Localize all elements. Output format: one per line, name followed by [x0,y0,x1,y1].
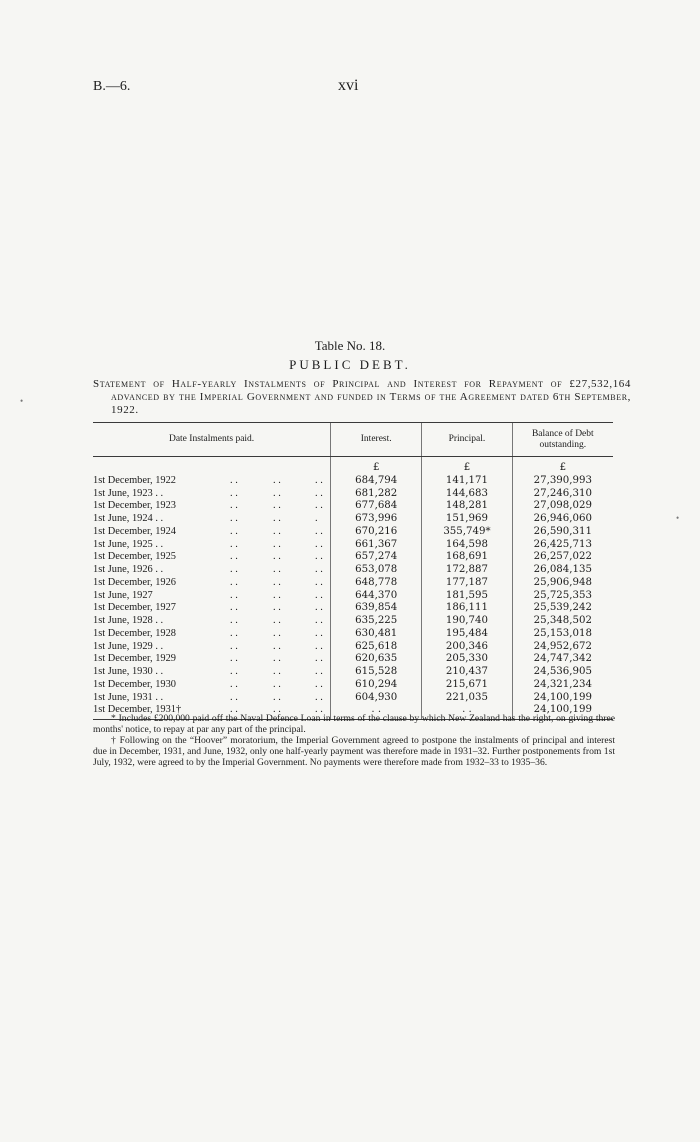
leader-dots: . [315,513,318,524]
leader-dots: . . [315,666,323,677]
leader-dots: . . [230,487,238,499]
leader-dots: . . [315,551,323,563]
row-interest: 639,854 [331,602,422,615]
footnote-naval-loan: * Includes £200,000 paid off the Naval Defence Loan in terms of the clause by which New Zealand has the right, on giving three months' notice, to repay at par any part of the principal. [93,713,615,735]
row-interest: 630,481 [331,628,422,641]
table-row [93,500,613,513]
table-row [93,488,613,501]
leader-dots: . . [273,525,281,537]
table-row [93,692,613,705]
debt-repayment-table [93,422,613,720]
table-row [93,551,613,564]
row-principal: 164,598 [422,539,512,552]
row-balance: 24,536,905 [512,666,613,679]
row-principal: 181,595 [422,590,512,603]
table-header-row [93,423,613,457]
section-title: PUBLIC DEBT. [289,357,411,372]
header-interest: Interest. [331,423,422,457]
row-principal: 190,740 [422,615,512,628]
table-number: Table No. 18. [314,338,386,353]
leader-dots: . . [315,525,323,537]
row-principal: 205,330 [422,653,512,666]
row-interest: 670,216 [331,526,422,539]
row-interest: . . [331,704,422,719]
row-date: 1st June, 1924 . . [93,513,164,524]
row-balance: 27,246,310 [512,488,613,501]
table-row [93,679,613,692]
row-balance: 24,321,234 [512,679,613,692]
row-principal: 186,111 [422,602,512,615]
footnote-moratorium: † Following on the “Hoover” moratorium, the Imperial Government agreed to postpone the instalments of principal and interest due in December, 1931, and June, 1932, only one half-yearly payment was therefore made in 1931–32. Further postponements from 1st July, 1932, were agreed to by the Imperial Government. No payments were therefore made from 1932–33 to 1935–36. [93,735,615,768]
row-balance: 27,390,993 [512,475,613,488]
row-principal: 195,484 [422,628,512,641]
row-interest: 615,528 [331,666,422,679]
unit-balance: £ [512,457,613,475]
table-caption: Statement of Half-yearly Instalments of Principal and Interest for Repayment of £27,532,164 advanced by the Imperial Government and funded in Terms of the Agreement dated 6th September, 1922. [93,378,631,416]
row-date: 1st December, 1922 [93,474,176,486]
leader-dots: . . [230,474,238,486]
row-principal: 210,437 [422,666,512,679]
leader-dots: . . [315,538,323,550]
table-row [93,539,613,552]
leader-dots: . . [315,653,323,665]
row-principal: 200,346 [422,641,512,654]
row-date: 1st December, 1926 [93,576,176,588]
leader-dots: . . [315,500,323,512]
leader-dots: . . [230,500,238,512]
leader-dots: . . [273,513,281,524]
row-principal: 221,035 [422,692,512,705]
leader-dots: . . [315,474,323,486]
row-interest: 661,367 [331,539,422,552]
leader-dots: . . [273,500,281,512]
header-principal: Principal. [422,423,512,457]
row-balance: 26,946,060 [512,513,613,526]
row-principal: 355,749* [422,526,512,539]
leader-dots: . . [273,627,281,639]
leader-dots: . . [273,640,281,652]
page-reference: B.—6. [93,79,131,94]
row-balance: 24,747,342 [512,653,613,666]
leader-dots: . . [273,589,281,601]
margin-mark-left: • [20,396,24,406]
row-date: 1st June, 1928 . . [93,615,164,626]
table-row [93,513,613,526]
table-row [93,475,613,488]
row-balance: 25,348,502 [512,615,613,628]
leader-dots: . . [230,525,238,537]
row-date: 1st December, 1923 [93,500,176,512]
row-interest: 610,294 [331,679,422,692]
row-principal: 148,281 [422,500,512,513]
table-row [93,564,613,577]
leader-dots: . . [273,691,281,703]
leader-dots: . . [273,474,281,486]
leader-dots: . . [230,576,238,588]
footnotes [93,713,615,768]
leader-dots: . . [230,627,238,639]
row-date: 1st June, 1927 [93,589,153,601]
leader-dots: . . [315,678,323,690]
page-number: xvi [338,77,359,94]
leader-dots: . . [315,576,323,588]
row-principal: 215,671 [422,679,512,692]
row-balance: 26,425,713 [512,539,613,552]
leader-dots: . . [230,678,238,690]
units-row [93,457,613,475]
table-row [93,628,613,641]
row-interest: 648,778 [331,577,422,590]
row-principal: 168,691 [422,551,512,564]
row-date: 1st June, 1923 . . [93,487,164,499]
row-balance: 25,906,948 [512,577,613,590]
row-date: 1st December, 1931† [93,704,182,716]
leader-dots: . . [273,551,281,563]
row-interest: 620,635 [331,653,422,666]
leader-dots: . . [315,602,323,614]
leader-dots: . . [273,602,281,614]
unit-interest: £ [331,457,422,475]
row-date: 1st June, 1925 . . [93,538,164,550]
leader-dots: . . [230,564,238,575]
row-principal: 141,171 [422,475,512,488]
row-date: 1st December, 1927 [93,602,176,614]
row-interest: 653,078 [331,564,422,577]
header-date: Date Instalments paid. [93,423,331,457]
leader-dots: . . [315,589,323,601]
leader-dots: . . [315,640,323,652]
leader-dots: . . [230,640,238,652]
row-interest: 625,618 [331,641,422,654]
row-balance: 25,725,353 [512,590,613,603]
leader-dots: . . [273,704,281,716]
row-balance: 24,952,672 [512,641,613,654]
table-row [93,615,613,628]
leader-dots: . . [230,538,238,550]
row-date: 1st December, 1930 [93,678,176,690]
row-principal: . . [422,704,512,719]
row-date: 1st June, 1930 . . [93,666,164,677]
table-row [93,526,613,539]
row-date: 1st December, 1928 [93,627,176,639]
row-balance: 26,084,135 [512,564,613,577]
row-principal: 177,187 [422,577,512,590]
leader-dots: . . [230,666,238,677]
leader-dots: . . [273,678,281,690]
leader-dots: . . [315,704,323,716]
row-balance: 24,100,199 [512,704,613,719]
leader-dots: . . [230,615,238,626]
leader-dots: . . [273,653,281,665]
table-row [93,666,613,679]
leader-dots: . . [273,666,281,677]
row-balance: 27,098,029 [512,500,613,513]
unit-principal: £ [422,457,512,475]
table-row [93,641,613,654]
row-balance: 26,257,022 [512,551,613,564]
leader-dots: . . [230,704,238,716]
row-principal: 144,683 [422,488,512,501]
leader-dots: . . [315,487,323,499]
row-interest: 657,274 [331,551,422,564]
table-row [93,590,613,603]
leader-dots: . . [315,615,323,626]
row-interest: 604,930 [331,692,422,705]
row-date: 1st December, 1929 [93,653,176,665]
leader-dots: . . [230,691,238,703]
row-interest: 684,794 [331,475,422,488]
row-interest: 673,996 [331,513,422,526]
leader-dots: . . [273,564,281,575]
row-balance: 24,100,199 [512,692,613,705]
row-interest: 681,282 [331,488,422,501]
row-date: 1st June, 1931 . . [93,691,164,703]
row-interest: 635,225 [331,615,422,628]
row-principal: 172,887 [422,564,512,577]
row-balance: 25,539,242 [512,602,613,615]
row-balance: 26,590,311 [512,526,613,539]
row-date: 1st December, 1925 [93,551,176,563]
leader-dots: . . [230,653,238,665]
leader-dots: . . [273,487,281,499]
leader-dots: . . [315,564,323,575]
leader-dots: . . [230,551,238,563]
row-date: 1st June, 1926 . . [93,564,164,575]
row-date: 1st June, 1929 . . [93,640,164,652]
leader-dots: . . [273,615,281,626]
leader-dots: . . [230,589,238,601]
leader-dots: . . [230,513,238,524]
table-row [93,653,613,666]
table-row [93,577,613,590]
row-date: 1st December, 1924 [93,525,176,537]
row-principal: 151,969 [422,513,512,526]
header-balance: Balance of Debt outstanding. [512,423,613,457]
leader-dots: . . [315,627,323,639]
table-row [93,602,613,615]
leader-dots: . . [273,576,281,588]
row-interest: 677,684 [331,500,422,513]
row-interest: 644,370 [331,590,422,603]
leader-dots: . . [273,538,281,550]
margin-mark-right: • [676,513,680,523]
leader-dots: . . [315,691,323,703]
leader-dots: . . [230,602,238,614]
row-balance: 25,153,018 [512,628,613,641]
